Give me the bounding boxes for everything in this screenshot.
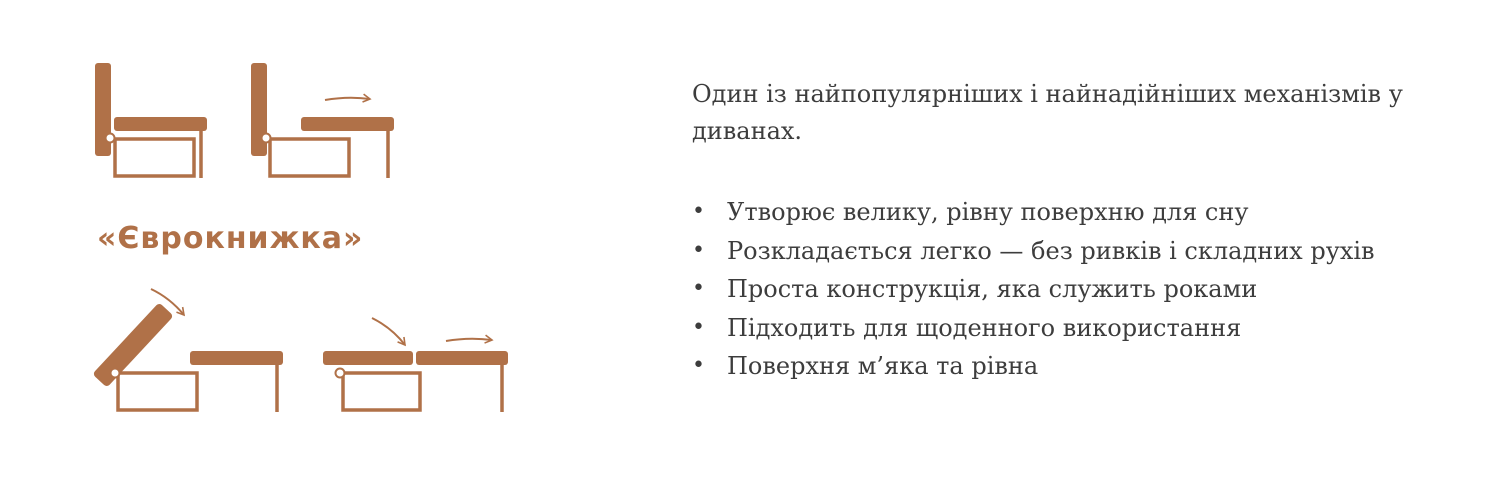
features-list <box>692 193 1375 386</box>
list-item <box>692 193 1375 232</box>
arrow-right-icon <box>325 98 370 100</box>
feature-text: Підходить для щоденного використання <box>727 313 1242 342</box>
mechanism-illustration <box>0 0 640 480</box>
sofa-folded-icon <box>95 63 207 178</box>
feature-text: Поверхня м’яка та рівна <box>727 352 1039 380</box>
bullet-icon: • <box>692 276 705 301</box>
feature-text: Проста конструкція, яка служить роками <box>727 275 1258 303</box>
sofa-unfolded-bed-icon <box>323 318 508 412</box>
bullet-icon: • <box>692 237 705 263</box>
list-item <box>692 270 1375 309</box>
intro-text: Один із найпопулярніших і найнадійніших механізмів у диванах. <box>692 80 1403 145</box>
sofa-pull-seat-icon <box>251 63 394 178</box>
feature-text: Розкладається легко — без ривків і складних рухів <box>727 236 1375 265</box>
list-item <box>692 347 1375 386</box>
bullet-icon: • <box>692 314 705 340</box>
sofa-lower-back-icon <box>92 289 283 412</box>
list-item <box>692 309 1375 348</box>
arrow-down-right-icon <box>372 318 405 345</box>
feature-text: Утворює велику, рівну поверхню для сну <box>727 198 1249 226</box>
description-panel <box>692 76 1482 380</box>
arrow-right-icon <box>446 339 492 341</box>
mechanism-name: «Єврокнижка» <box>97 221 364 256</box>
bullet-icon: • <box>692 199 705 224</box>
bullet-icon: • <box>692 353 705 378</box>
list-item <box>692 232 1375 271</box>
